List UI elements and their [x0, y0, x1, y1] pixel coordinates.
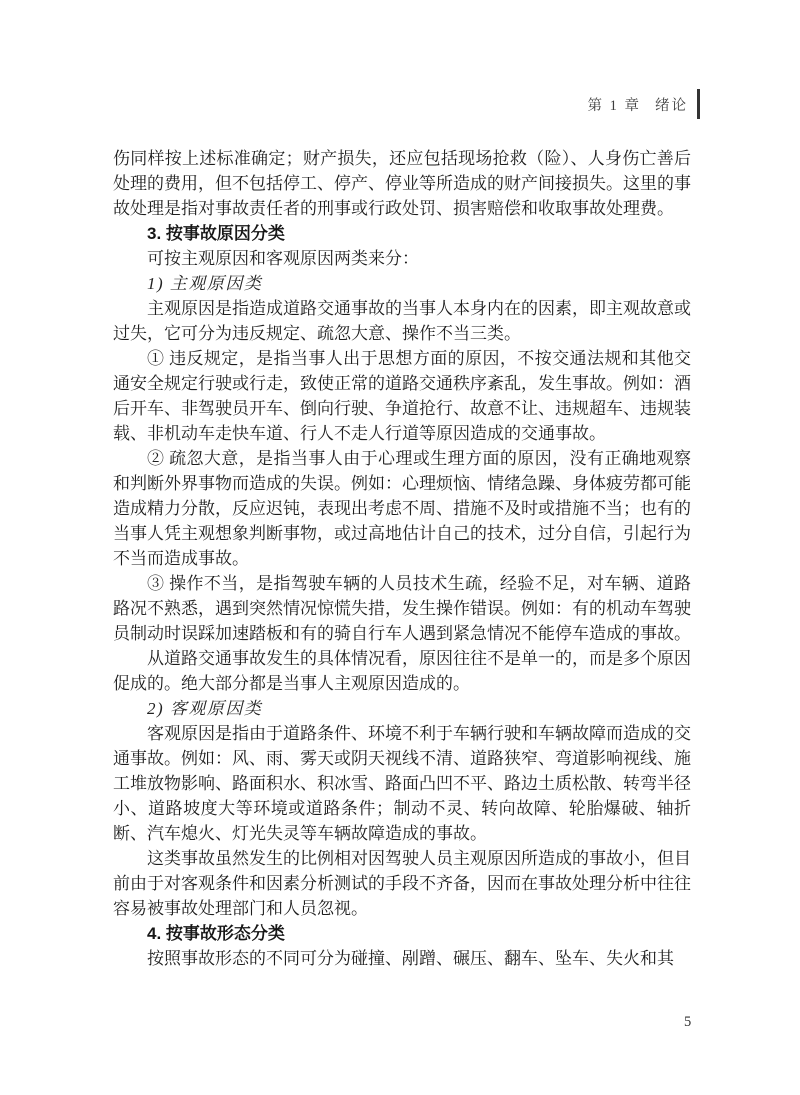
- paragraph: ① 违反规定，是指当事人出于思想方面的原因，不按交通法规和其他交通安全规定行驶或行走，致使正常的道路交通秩序紊乱，发生事故。例如：酒后开车、非驾驶员开车、倒向行驶、争道抢行、故意不让、违规超车、违规装载、非机动车走快车道、行人不走人行道等原因造成的交通事故。: [113, 349, 691, 443]
- paragraph: 伤同样按上述标准确定；财产损失，还应包括现场抢救（险）、人身伤亡善后处理的费用，但不包括停工、停产、停业等所造成的财产间接损失。这里的事故处理是指对事故责任者的刑事或行政处罚、损害赔偿和收取事故处理费。: [113, 149, 691, 218]
- section-heading: 4. 按事故形态分类: [147, 924, 285, 943]
- chapter-title: 绪论: [655, 97, 688, 114]
- paragraph: 可按主观原因和客观原因两类来分：: [147, 249, 419, 268]
- paragraph: 这类事故虽然发生的比例相对因驾驶人员主观原因所造成的事故小，但目前由于对客观条件和因素分析测试的手段不齐备，因而在事故处理分析中往往容易被事故处理部门和人员忽视。: [113, 849, 691, 918]
- paragraph: ③ 操作不当，是指驾驶车辆的人员技术生疏，经验不足，对车辆、道路路况不熟悉，遇到突然情况惊慌失措，发生操作错误。例如：有的机动车驾驶员制动时误踩加速踏板和有的骑自行车人遇到紧急情况不能停车造成的事故。: [113, 574, 691, 643]
- chapter-label: 第 1 章: [587, 97, 641, 114]
- text-column: [113, 146, 691, 971]
- paragraph: 按照事故形态的不同可分为碰撞、剐蹭、碾压、翻车、坠车、失火和其: [147, 949, 674, 968]
- running-header: [588, 89, 701, 119]
- paragraph: 从道路交通事故发生的具体情况看，原因往往不是单一的，而是多个原因促成的。绝大部分都是当事人主观原因造成的。: [113, 649, 691, 693]
- header-rule: [697, 89, 700, 119]
- subsection-heading: 2) 客观原因类: [147, 699, 263, 718]
- section-heading: 3. 按事故原因分类: [147, 224, 285, 243]
- paragraph: ② 疏忽大意，是指当事人由于心理或生理方面的原因，没有正确地观察和判断外界事物而造成的失误。例如：心理烦恼、情绪急躁、身体疲劳都可能造成精力分散，反应迟钝，表现出考虑不周、措施不及时或措施不当；也有的当事人凭主观想象判断事物，或过高地估计自己的技术，过分自信，引起行为不当而造成事故。: [113, 449, 691, 568]
- paragraph: 主观原因是指造成道路交通事故的当事人本身内在的因素，即主观故意或过失，它可分为违反规定、疏忽大意、操作不当三类。: [113, 299, 691, 343]
- page-number: 5: [684, 1014, 692, 1030]
- subsection-heading: 1) 主观原因类: [147, 274, 263, 293]
- paragraph: 客观原因是指由于道路条件、环境不利于车辆行驶和车辆故障而造成的交通事故。例如：风、雨、雾天或阴天视线不清、道路狭窄、弯道影响视线、施工堆放物影响、路面积水、积冰雪、路面凸凹不平、路边土质松散、转弯半径小、道路坡度大等环境或道路条件；制动不灵、转向故障、轮胎爆破、轴折断、汽车熄火、灯光失灵等车辆故障造成的事故。: [113, 724, 691, 843]
